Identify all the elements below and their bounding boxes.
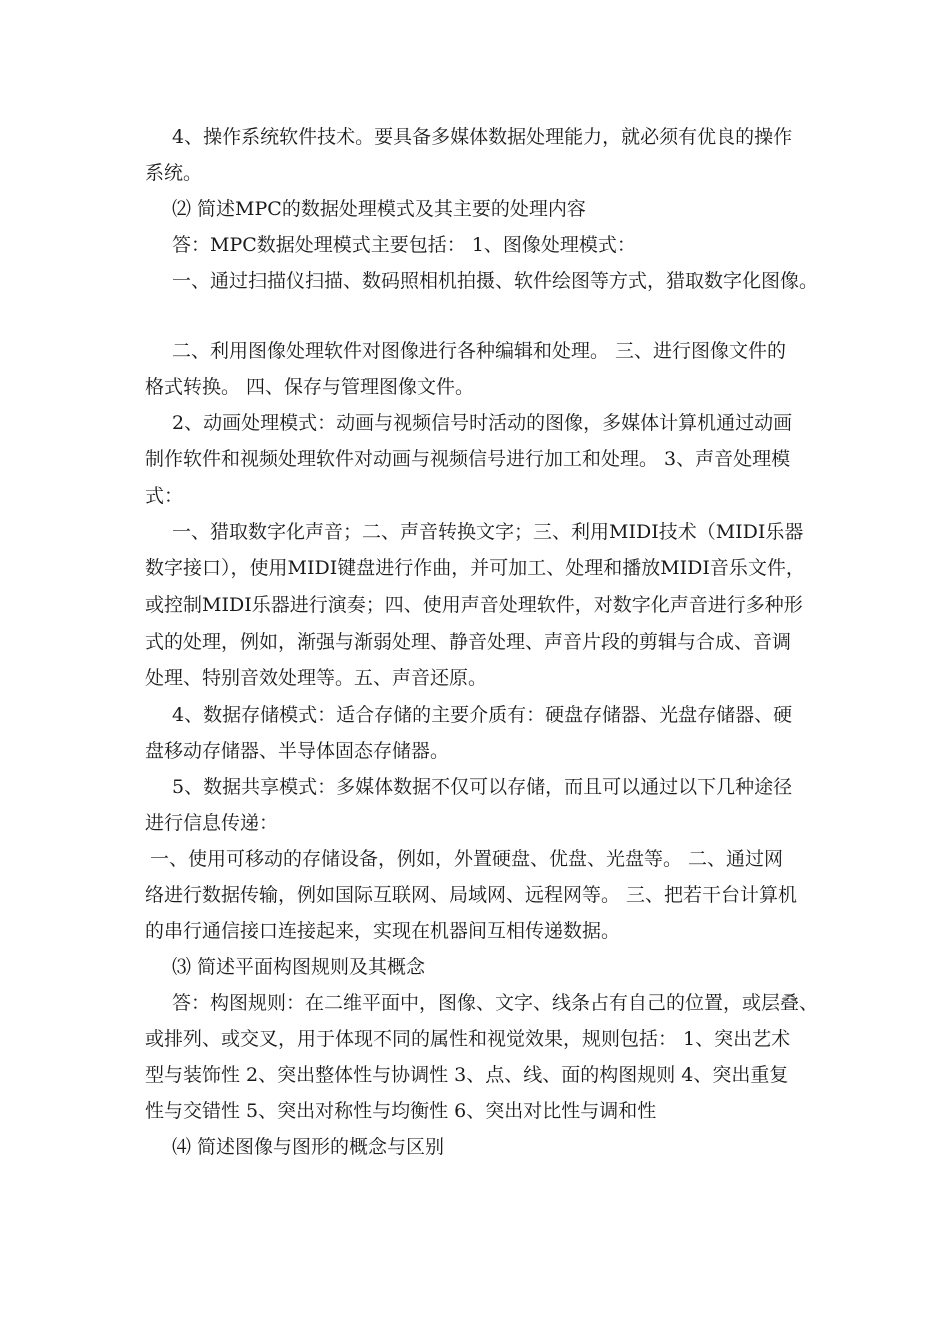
question-heading: ⑶ 简述平面构图规则及其概念 — [172, 956, 426, 978]
text-line: 性与交错性 5、突出对称性与均衡性 6、突出对比性与调和性 — [145, 1100, 657, 1122]
text-line: 式： — [145, 485, 184, 507]
text-line: 式的处理，例如，渐强与渐弱处理、静音处理、声音片段的剪辑与合成、音调 — [145, 631, 792, 653]
text-line: 的串行通信接口连接起来，实现在机器间互相传递数据。 — [145, 920, 621, 942]
text-line: 格式转换。 四、保存与管理图像文件。 — [145, 376, 475, 398]
text-line: 进行信息传递： — [145, 812, 279, 834]
text-line: 一、使用可移动的存储设备，例如，外置硬盘、优盘、光盘等。 二、通过网 — [150, 848, 784, 870]
text-line: 4、操作系统软件技术。要具备多媒体数据处理能力，就必须有优良的操作 — [172, 126, 793, 148]
text-line: 型与装饰性 2、突出整体性与协调性 3、点、线、面的构图规则 4、突出重复 — [145, 1064, 789, 1086]
text-line: 2、动画处理模式：动画与视频信号时活动的图像，多媒体计算机通过动画 — [172, 412, 793, 434]
text-line: 答：MPC数据处理模式主要包括： 1、图像处理模式： — [172, 234, 636, 256]
text-line: 一、猎取数字化声音；二、声音转换文字；三、利用MIDI技术（MIDI乐器 — [172, 521, 804, 543]
question-heading: ⑷ 简述图像与图形的概念与区别 — [172, 1136, 445, 1158]
text-line: 盘移动存储器、半导体固态存储器。 — [145, 740, 450, 762]
text-line: 处理、特别音效处理等。五、声音还原。 — [145, 667, 488, 689]
text-line: 4、数据存储模式：适合存储的主要介质有：硬盘存储器、光盘存储器、硬 — [172, 704, 793, 726]
text-line: 或排列、或交叉，用于体现不同的属性和视觉效果，规则包括： 1、突出艺术 — [145, 1028, 791, 1050]
text-line: 或控制MIDI乐器进行演奏；四、使用声音处理软件，对数字化声音进行多种形 — [145, 594, 803, 616]
text-line: 答：构图规则：在二维平面中，图像、文字、线条占有自己的位置，或层叠、 — [172, 992, 819, 1014]
text-line: 数字接口），使用MIDI键盘进行作曲，并可加工、处理和播放MIDI音乐文件， — [145, 557, 805, 579]
text-line: 5、数据共享模式：多媒体数据不仅可以存储，而且可以通过以下几种途径 — [172, 776, 793, 798]
text-line: 一、通过扫描仪扫描、数码照相机拍摄、软件绘图等方式，猎取数字化图像。 — [172, 270, 819, 292]
question-heading: ⑵ 简述MPC的数据处理模式及其主要的处理内容 — [172, 198, 586, 220]
text-line: 系统。 — [145, 162, 203, 184]
text-line: 制作软件和视频处理软件对动画与视频信号进行加工和处理。 3、声音处理模 — [145, 448, 791, 470]
text-line: 二、利用图像处理软件对图像进行各种编辑和处理。 三、进行图像文件的 — [172, 340, 787, 362]
text-line: 络进行数据传输，例如国际互联网、局域网、远程网等。 三、把若干台计算机 — [145, 884, 798, 906]
